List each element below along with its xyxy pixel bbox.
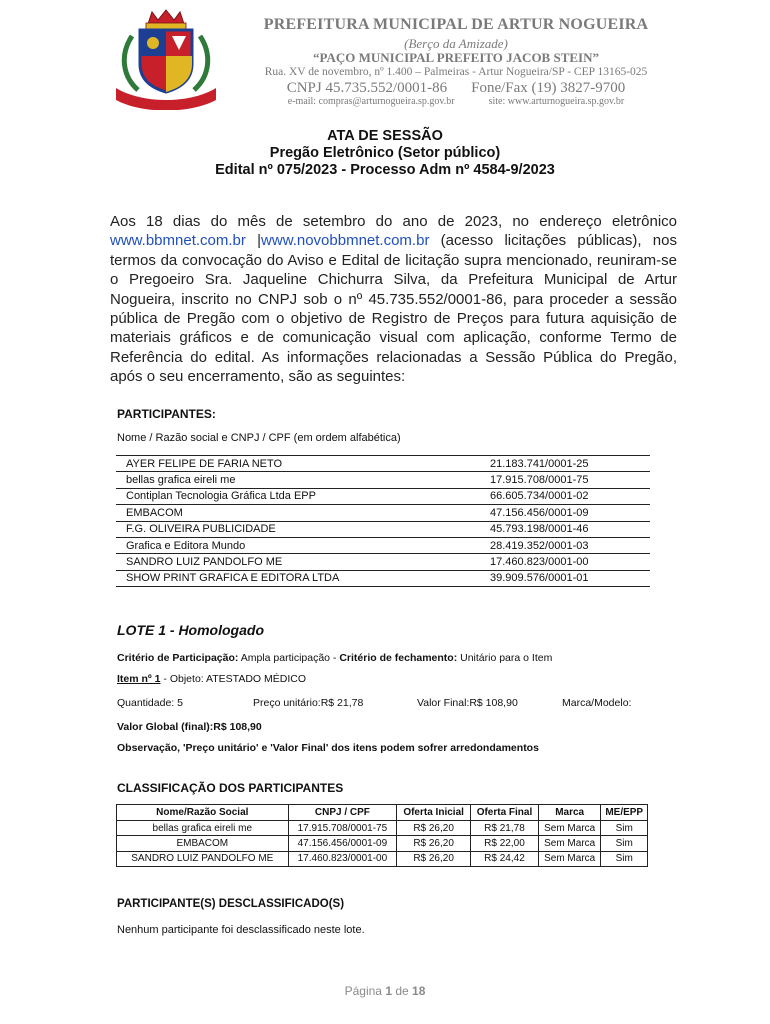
letterhead-address: Rua. XV de novembro, nº 1.400 – Palmeiras - Artur Nogueira/SP - CEP 13165-025	[264, 66, 648, 78]
participant-row	[116, 472, 650, 488]
classification-cell: bellas grafica eireli me	[117, 821, 289, 836]
classification-header: Oferta Inicial	[397, 805, 471, 821]
letterhead-subtitle: (Berço da Amizade)	[404, 36, 508, 51]
classification-header: Oferta Final	[471, 805, 539, 821]
classification-cell: 17.915.708/0001-75	[288, 821, 397, 836]
letterhead-title: PREFEITURA MUNICIPAL DE ARTUR NOGUEIRA	[263, 16, 649, 33]
novobbmnet-link[interactable]: www.novobbmnet.com.br	[261, 232, 430, 250]
classification-title: CLASSIFICAÇÃO DOS PARTICIPANTES	[117, 781, 344, 795]
item-quantity: Quantidade: 5	[117, 697, 183, 709]
item-object: - Objeto: ATESTADO MÉDICO	[160, 673, 306, 685]
participant-cnpj: 28.419.352/0001-03	[490, 537, 650, 553]
participant-name: SANDRO LUIZ PANDOLFO ME	[116, 554, 490, 570]
criteria-line	[117, 652, 552, 664]
disqualified-text: Nenhum participante foi desclassificado neste lote.	[117, 924, 365, 936]
intro-paragraph	[110, 212, 677, 387]
classification-cell: Sem Marca	[538, 851, 601, 866]
letterhead-contact	[232, 96, 680, 107]
classification-cell: R$ 26,20	[397, 821, 471, 836]
classification-header: CNPJ / CPF	[288, 805, 397, 821]
participant-name: F.G. OLIVEIRA PUBLICIDADE	[116, 521, 490, 537]
participant-name: Contiplan Tecnologia Gráfica Ltda EPP	[116, 488, 490, 504]
participants-title: PARTICIPANTES:	[117, 407, 216, 421]
criteria-label-closing: Critério de fechamento:	[339, 652, 458, 664]
document-subtitle: Pregão Eletrônico (Setor público)	[269, 145, 501, 161]
participant-cnpj: 66.605.734/0001-02	[490, 488, 650, 504]
classification-cell: Sim	[601, 851, 648, 866]
intro-text-1: Aos 18 dias do mês de setembro do ano de 2023, no endereço eletrônico	[110, 213, 677, 230]
item-label: Item nº 1	[117, 673, 161, 685]
coat-of-arms-icon	[112, 6, 220, 110]
criteria-value-participation: Ampla participação -	[238, 652, 340, 664]
document-title: ATA DE SESSÃO	[327, 128, 443, 144]
classification-cell: Sem Marca	[538, 836, 601, 851]
participant-row	[116, 554, 650, 570]
page-middle: de	[392, 984, 413, 998]
item-unit-price: Preço unitário:R$ 21,78	[253, 697, 364, 709]
classification-cell: R$ 26,20	[397, 836, 471, 851]
classification-cell: Sim	[601, 836, 648, 851]
letterhead-palace: “PAÇO MUNICIPAL PREFEITO JACOB STEIN”	[312, 50, 600, 65]
page-prefix: Página	[344, 984, 386, 998]
participant-cnpj: 21.183.741/0001-25	[490, 456, 650, 472]
intro-separator: |	[245, 232, 262, 250]
lote-title: LOTE 1 - Homologado	[117, 622, 264, 638]
classification-row	[117, 836, 648, 851]
criteria-label-participation: Critério de Participação:	[117, 652, 239, 664]
rounding-note: Observação, 'Preço unitário' e 'Valor Final' dos itens podem sofrer arredondamentos	[117, 742, 539, 754]
participant-row	[116, 521, 650, 537]
participant-row	[116, 456, 650, 472]
letterhead-cnpj-phone	[232, 80, 680, 97]
participant-row	[116, 570, 650, 586]
letterhead-phone: Fone/Fax (19) 3827-9700	[471, 80, 626, 96]
global-value: Valor Global (final):R$ 108,90	[117, 721, 262, 733]
participant-cnpj: 17.915.708/0001-75	[490, 472, 650, 488]
participants-subtitle: Nome / Razão social e CNPJ / CPF (em ordem alfabética)	[117, 432, 401, 444]
criteria-value-closing: Unitário para o Item	[457, 652, 553, 664]
classification-cell: 47.156.456/0001-09	[288, 836, 397, 851]
bbmnet-link[interactable]: www.bbmnet.com.br	[110, 232, 246, 250]
item-final-value: Valor Final:R$ 108,90	[417, 697, 518, 709]
page-number	[0, 984, 770, 998]
participant-cnpj: 17.460.823/0001-00	[490, 554, 650, 570]
classification-cell: R$ 24,42	[471, 851, 539, 866]
participant-name: Grafica e Editora Mundo	[116, 537, 490, 553]
letterhead-email[interactable]: e-mail: compras@arturnogueira.sp.gov.br	[287, 96, 455, 107]
participant-cnpj: 47.156.456/0001-09	[490, 505, 650, 521]
participant-row	[116, 537, 650, 553]
classification-header: Nome/Razão Social	[117, 805, 289, 821]
item-line	[117, 673, 306, 685]
classification-cell: R$ 22,00	[471, 836, 539, 851]
disqualified-title: PARTICIPANTE(S) DESCLASSIFICADO(S)	[117, 898, 345, 910]
classification-cell: R$ 21,78	[471, 821, 539, 836]
participant-name: bellas grafica eireli me	[116, 472, 490, 488]
classification-cell: 17.460.823/0001-00	[288, 851, 397, 866]
participant-row	[116, 505, 650, 521]
classification-cell: R$ 26,20	[397, 851, 471, 866]
classification-cell: Sim	[601, 821, 648, 836]
page-total: 18	[412, 984, 426, 998]
page-current: 1	[385, 984, 392, 998]
classification-table	[116, 804, 648, 867]
letterhead-site[interactable]: site: www.arturnogueira.sp.gov.br	[488, 96, 625, 107]
participant-name: SHOW PRINT GRAFICA E EDITORA LTDA	[116, 570, 490, 586]
intro-text-2: (acesso licitações públicas), nos termos da convocação do Aviso e Edital de licitação supra mencionado, reuniram-se o Pregoeiro Sra. Jaqueline Chichurra Silva, da Prefeitura Municipal de Artur Nogueira, inscrito no CNPJ sob o nº 45.735.552/0001-86, para proceder a sessão pública de Pregão com o objetivo de Registro de Preços para futura aquisição de materiais gráficos e de comunicação visual com aplicação, conforme Termo de Referência do edital. As informações relacionadas a Sessão Pública do Pregão, após o seu encerramento, são as seguintes:	[110, 232, 677, 386]
classification-cell: EMBACOM	[117, 836, 289, 851]
participant-cnpj: 39.909.576/0001-01	[490, 570, 650, 586]
classification-row	[117, 851, 648, 866]
participant-name: EMBACOM	[116, 505, 490, 521]
letterhead-cnpj: CNPJ 45.735.552/0001-86	[286, 80, 448, 96]
classification-cell: SANDRO LUIZ PANDOLFO ME	[117, 851, 289, 866]
classification-cell: Sem Marca	[538, 821, 601, 836]
item-brand: Marca/Modelo:	[562, 697, 632, 709]
classification-header: Marca	[538, 805, 601, 821]
classification-row	[117, 821, 648, 836]
participant-name: AYER FELIPE DE FARIA NETO	[116, 456, 490, 472]
classification-header: ME/EPP	[601, 805, 648, 821]
document-edital: Edital nº 075/2023 - Processo Adm nº 4584-9/2023	[215, 162, 555, 178]
participant-cnpj: 45.793.198/0001-46	[490, 521, 650, 537]
participants-table	[116, 455, 650, 587]
participant-row	[116, 488, 650, 504]
